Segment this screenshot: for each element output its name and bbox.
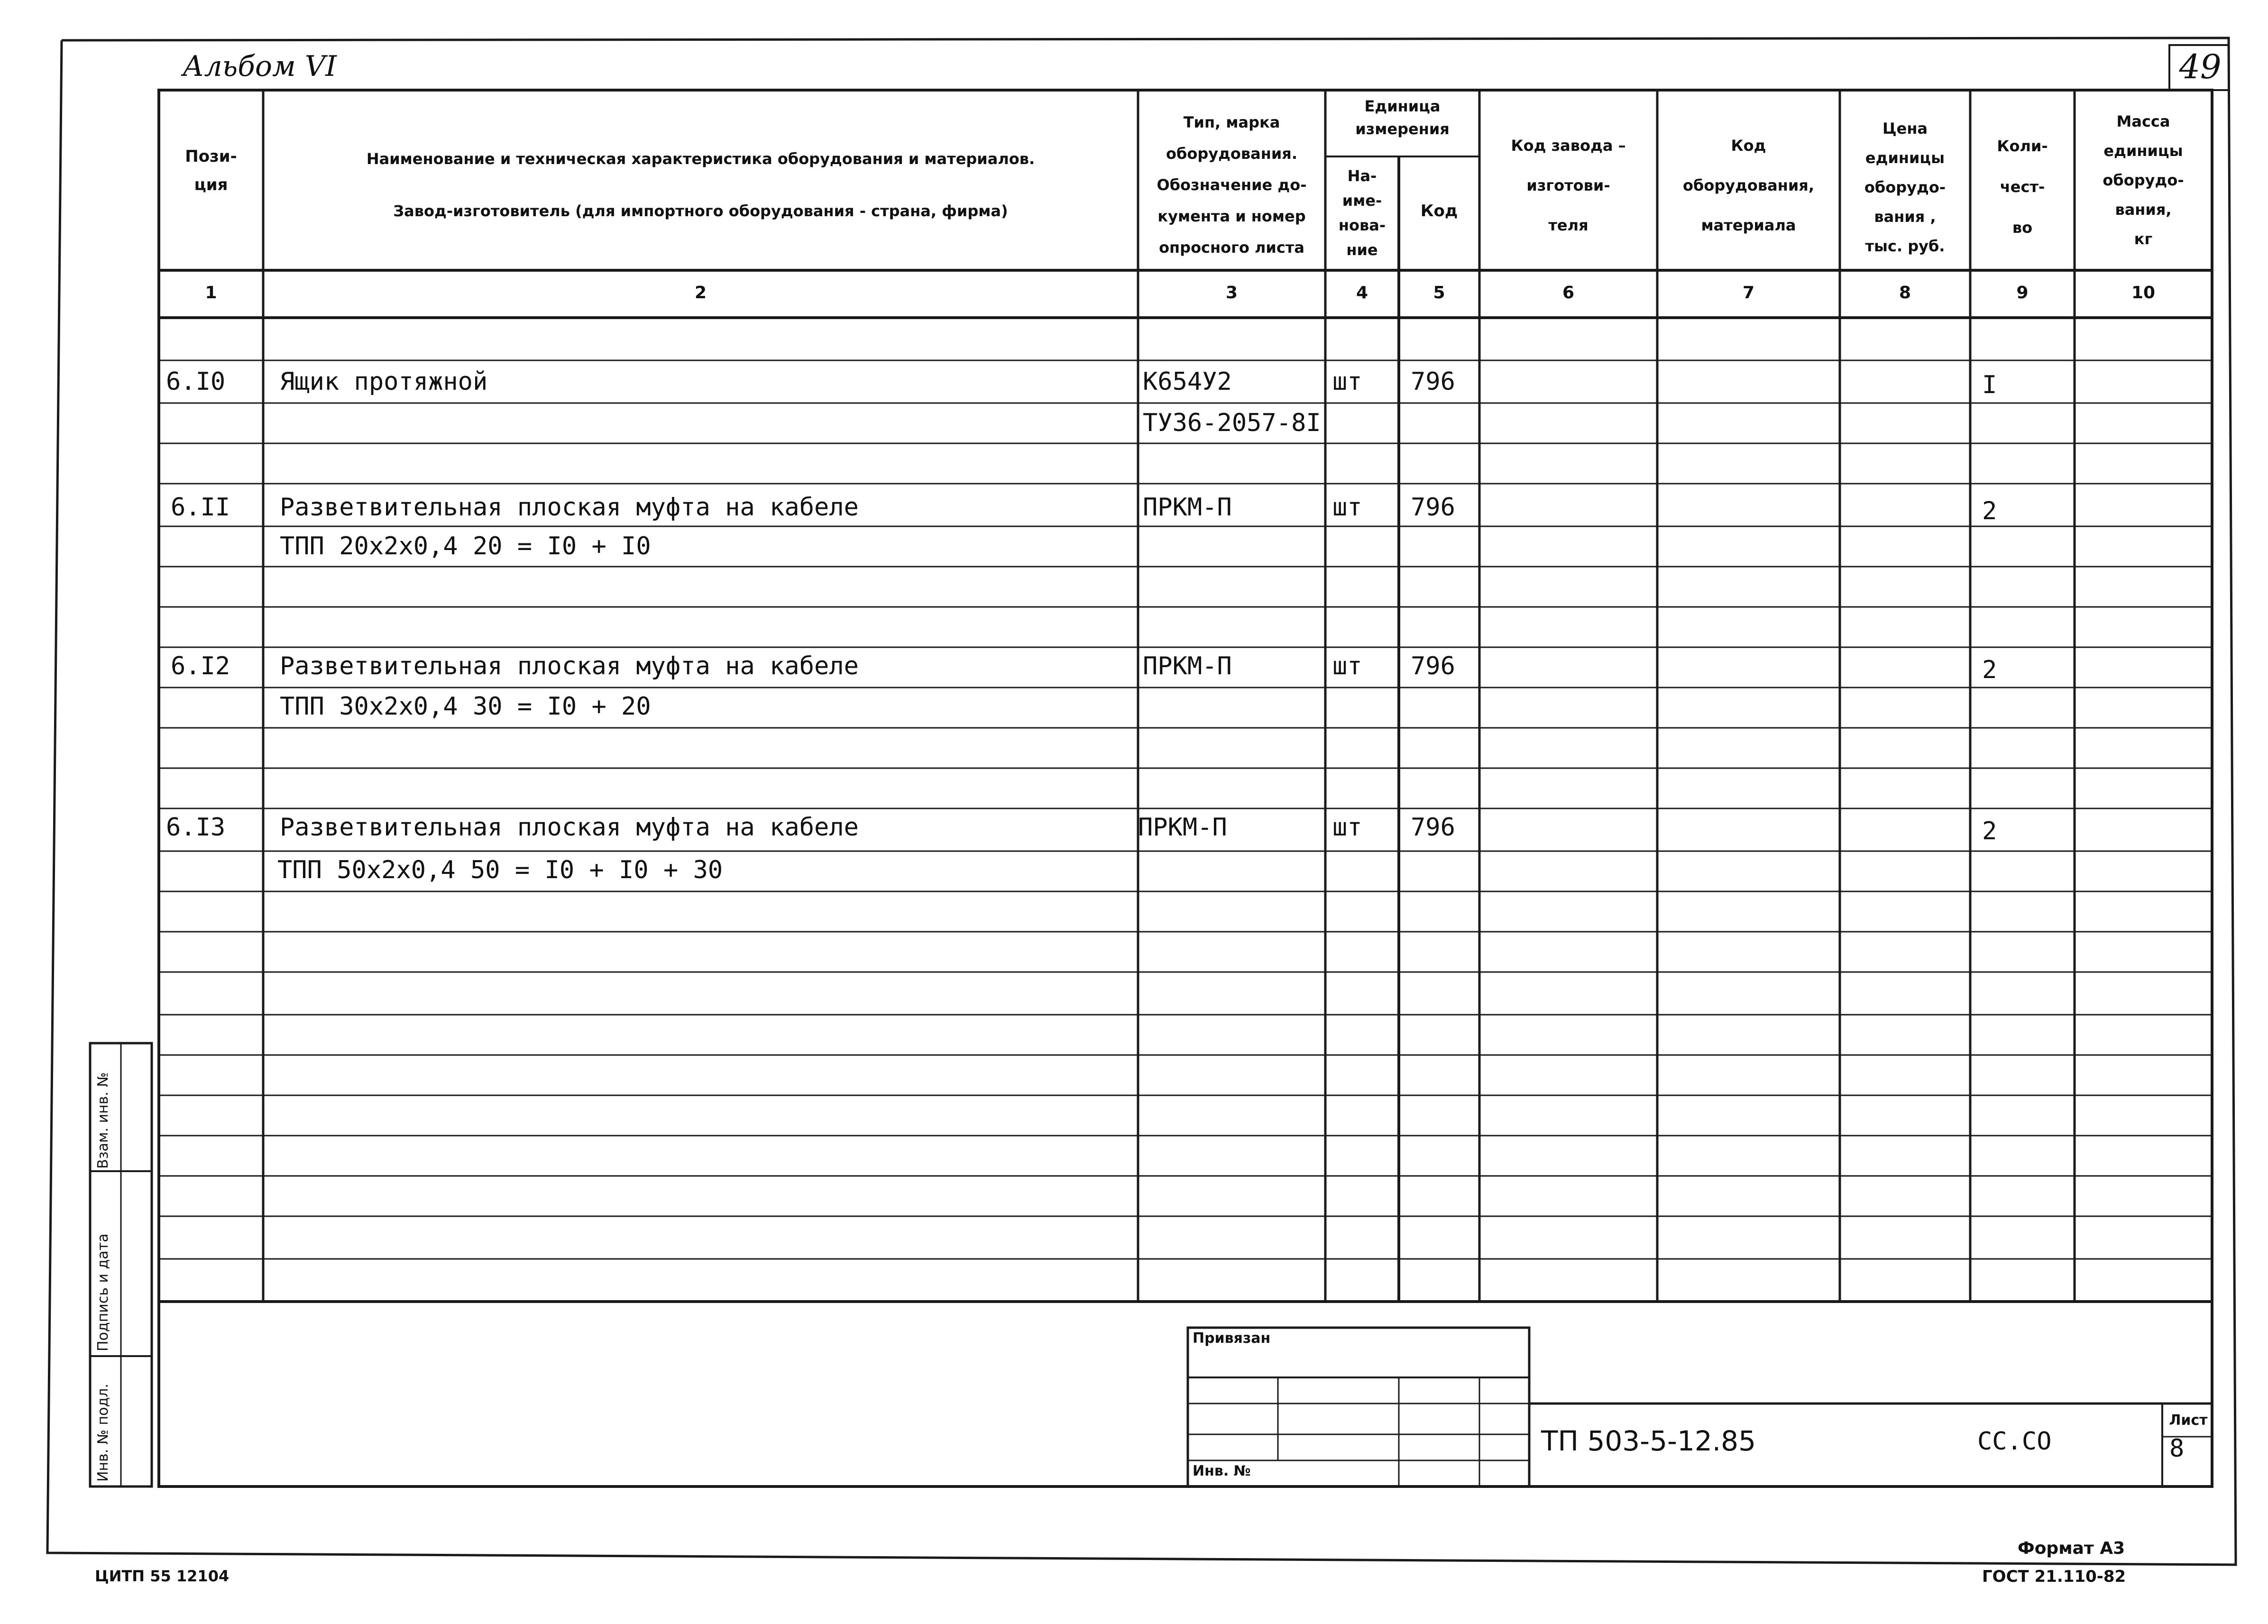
unit-cell: шт [1332,367,1362,396]
header-unit-mass: Масса единицы оборудо- вания, кг [2103,112,2184,248]
column-number-6: 6 [1562,283,1575,303]
stamp-sheet-value: 8 [2169,1434,2185,1463]
column-number-4: 4 [1356,283,1368,303]
header-equipment-code: Код оборудования, материала [1683,137,1814,234]
name-cell: Разветвительная плоская муфта на кабеле [280,813,859,842]
footer-format: Формат А3 [2018,1539,2125,1558]
header-factory-code: Код завода – изготови- теля [1511,137,1626,234]
quantity-cell: 2 [1982,497,1997,525]
quantity-cell: 2 [1982,817,1997,845]
quantity-cell: I [1982,371,1997,399]
stamp-sheet-label: Лист [2169,1412,2208,1429]
stamp-document-mark: СС.СО [1977,1427,2052,1456]
column-number-9: 9 [2016,283,2029,303]
position-cell: 6.I0 [166,367,226,396]
position-cell: 6.I2 [171,652,230,680]
name-cell: Ящик протяжной [280,367,488,396]
column-number-7: 7 [1742,283,1755,303]
column-number-8: 8 [1899,283,1911,303]
unit-cell: шт [1332,652,1362,680]
column-number-3: 3 [1225,283,1238,303]
stamp-document-code: ТП 503-5-12.85 [1541,1425,1756,1457]
name-cell: Разветвительная плоская муфта на кабеле [280,493,859,522]
footer-print-code: ЦИТП 55 12104 [95,1567,230,1585]
column-number-10: 10 [2131,283,2156,303]
unit-cell: шт [1332,813,1362,842]
side-stamp-replaced-inv: Взам. инв. № [95,1072,111,1169]
type-cell: ПРКМ-П [1143,493,1232,522]
header-unit-code: Код [1420,202,1458,220]
type-cell-line2: ТУ36-2057-8I [1143,409,1321,437]
sheet-number-corner: 49 [2179,47,2222,86]
unit-code-cell: 796 [1411,493,1455,522]
unit-code-cell: 796 [1411,813,1455,842]
name-cell-line2: ТПП 30х2х0,4 30 = I0 + 20 [280,692,651,721]
unit-code-cell: 796 [1411,652,1455,680]
column-number-2: 2 [694,283,707,303]
album-label: Альбом VI [183,50,337,83]
header-unit-group: Единица измерения [1355,97,1450,138]
unit-code-cell: 796 [1411,367,1455,396]
type-cell: К654У2 [1143,367,1232,396]
header-type: Тип, марка оборудования. Обозначение до- кумента и номер опросного листа [1157,113,1307,257]
type-cell: ПРКМ-П [1143,652,1232,680]
position-cell: 6.I3 [166,813,226,842]
type-cell: ПРКМ-П [1138,813,1227,842]
stamp-inv-no: Инв. № [1193,1463,1251,1479]
header-unit-name: На- име- нова- ние [1338,167,1386,259]
header-name: Наименование и техническая характеристика оборудования и материалов. Завод-изготовитель (для импортного оборудования - страна, фирма) [366,150,1035,220]
column-number-1: 1 [205,283,217,303]
side-stamp-original-inv: Инв. № подл. [95,1384,111,1482]
header-position: Пози- ция [185,147,237,194]
name-cell-line2: ТПП 50х2х0,4 50 = I0 + I0 + 30 [277,856,723,884]
quantity-cell: 2 [1982,656,1997,684]
column-number-5: 5 [1433,283,1445,303]
side-stamp-signature-date: Подпись и дата [95,1233,111,1351]
header-quantity: Коли- чест- во [1997,137,2048,237]
stamp-privyazan: Привязан [1193,1330,1271,1347]
header-unit-price: Цена единицы оборудо- вания , тыс. руб. [1864,119,1946,255]
position-cell: 6.II [171,493,230,522]
footer-gost: ГОСТ 21.110-82 [1982,1567,2126,1586]
name-cell-line2: ТПП 20х2х0,4 20 = I0 + I0 [280,532,651,560]
name-cell: Разветвительная плоская муфта на кабеле [280,652,859,680]
unit-cell: шт [1332,493,1362,522]
